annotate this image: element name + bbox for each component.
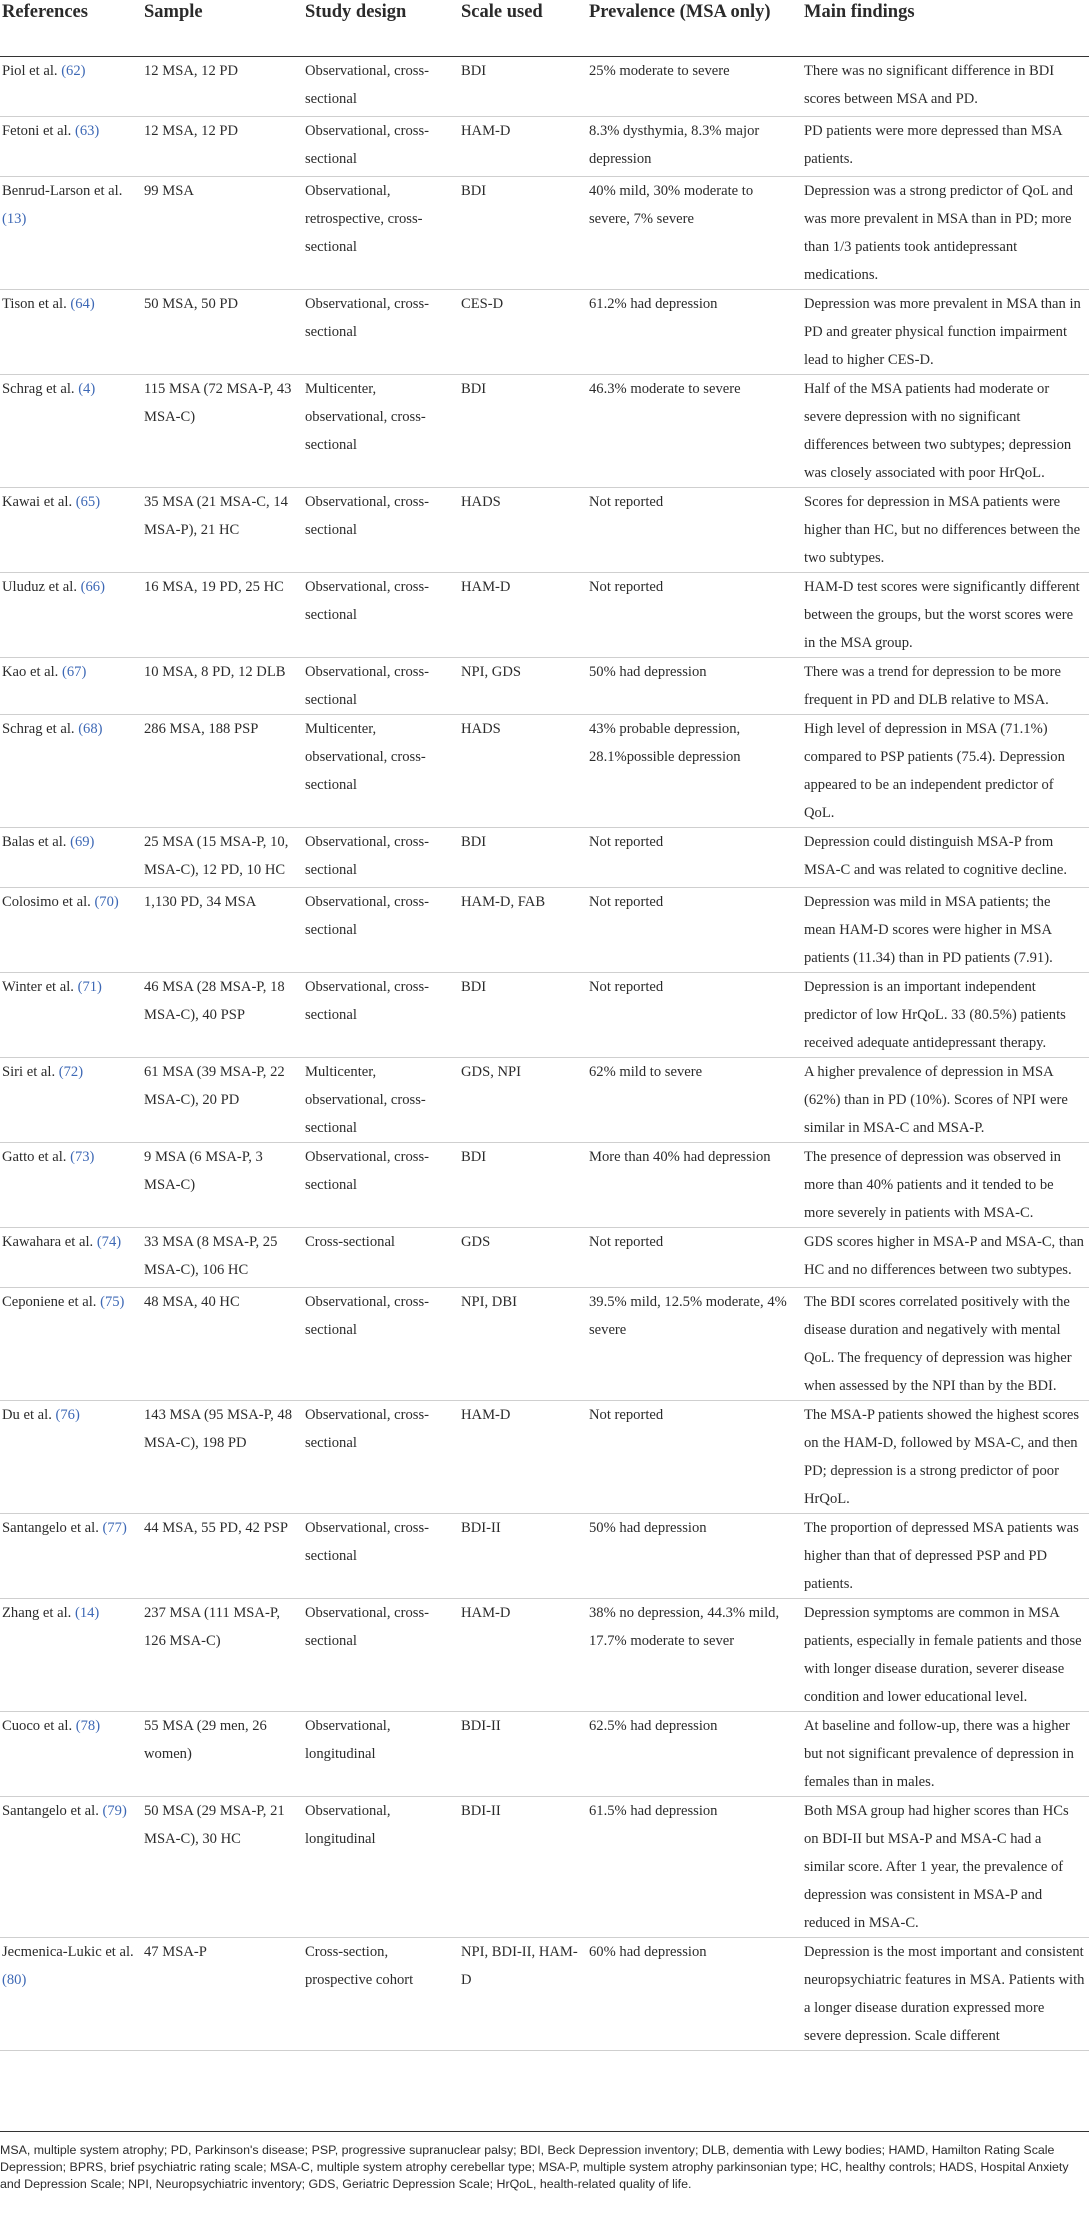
citation-link[interactable]: (62) — [61, 63, 86, 79]
table-row — [0, 1058, 1089, 1143]
cell-sample: 46 MSA (28 MSA-P, 18 MSA-C), 40 PSP — [138, 973, 299, 1058]
cell-reference — [0, 1712, 138, 1797]
cell-scale-used: HAM-D — [455, 117, 583, 177]
reference-authors: Piol et al. — [2, 63, 62, 79]
cell-study-design: Observational, cross-sectional — [299, 573, 455, 658]
header-references: References — [0, 0, 138, 57]
citation-link[interactable]: (67) — [61, 664, 87, 680]
cell-sample: 44 MSA, 55 PD, 42 PSP — [138, 1514, 299, 1599]
cell-prevalence: 40% mild, 30% moderate to severe, 7% severe — [583, 177, 798, 290]
header-sample: Sample — [138, 0, 299, 57]
cell-scale-used: BDI — [455, 1143, 583, 1228]
cell-scale-used: HAM-D — [455, 573, 583, 658]
cell-sample: 286 MSA, 188 PSP — [138, 715, 299, 828]
table-row — [0, 177, 1089, 290]
cell-reference — [0, 658, 138, 715]
cell-sample: 47 MSA-P — [138, 1938, 299, 2051]
cell-main-findings: The presence of depression was observed in more than 40% patients and it tended to be more severely in patients with MSA-C. — [798, 1143, 1089, 1228]
cell-scale-used: BDI — [455, 973, 583, 1058]
cell-sample: 25 MSA (15 MSA-P, 10, MSA-C), 12 PD, 10 HC — [138, 828, 299, 888]
table-row — [0, 828, 1089, 888]
cell-scale-used: BDI-II — [455, 1797, 583, 1938]
cell-reference — [0, 290, 138, 375]
cell-scale-used: BDI-II — [455, 1712, 583, 1797]
cell-main-findings: A higher prevalence of depression in MSA (62%) than in PD (10%). Scores of NPI were similar in MSA-C and MSA-P. — [798, 1058, 1089, 1143]
cell-scale-used: BDI — [455, 375, 583, 488]
cell-prevalence: 50% had depression — [583, 1514, 798, 1599]
reference-authors: Kao et al. — [2, 664, 62, 680]
cell-scale-used: CES-D — [455, 290, 583, 375]
cell-main-findings: PD patients were more depressed than MSA patients. — [798, 117, 1089, 177]
cell-sample: 50 MSA (29 MSA-P, 21 MSA-C), 30 HC — [138, 1797, 299, 1938]
cell-main-findings: GDS scores higher in MSA-P and MSA-C, than HC and no differences between two subtypes. — [798, 1228, 1089, 1288]
cell-prevalence: Not reported — [583, 1228, 798, 1288]
table-row — [0, 1401, 1089, 1514]
table-row — [0, 1514, 1089, 1599]
cell-prevalence: 62% mild to severe — [583, 1058, 798, 1143]
cell-scale-used: HAM-D — [455, 1401, 583, 1514]
citation-link[interactable]: (80) — [2, 1972, 27, 1988]
cell-prevalence: 61.2% had depression — [583, 290, 798, 375]
reference-authors: Kawahara et al. — [2, 1234, 97, 1250]
cell-prevalence: 60% had depression — [583, 1938, 798, 2051]
cell-prevalence: Not reported — [583, 573, 798, 658]
cell-sample: 12 MSA, 12 PD — [138, 117, 299, 177]
citation-link[interactable]: (4) — [78, 381, 96, 397]
cell-reference — [0, 1514, 138, 1599]
reference-authors: Colosimo et al. — [2, 894, 95, 910]
reference-authors: Tison et al. — [2, 296, 71, 312]
cell-study-design: Observational, cross-sectional — [299, 828, 455, 888]
reference-authors: Santangelo et al. — [2, 1803, 103, 1819]
cell-sample: 237 MSA (111 MSA-P, 126 MSA-C) — [138, 1599, 299, 1712]
table-row — [0, 658, 1089, 715]
cell-sample: 55 MSA (29 men, 26 women) — [138, 1712, 299, 1797]
reference-authors: Fetoni et al. — [2, 123, 75, 139]
cell-prevalence: 50% had depression — [583, 658, 798, 715]
cell-study-design: Observational, cross-sectional — [299, 488, 455, 573]
cell-main-findings: The MSA-P patients showed the highest scores on the HAM-D, followed by MSA-C, and then PD; depression is a strong predictor of poor HrQoL. — [798, 1401, 1089, 1514]
cell-study-design: Observational, cross-sectional — [299, 973, 455, 1058]
table-row — [0, 290, 1089, 375]
cell-reference — [0, 1143, 138, 1228]
citation-link[interactable]: (64) — [70, 296, 95, 312]
reference-authors: Du et al. — [2, 1407, 56, 1423]
cell-reference — [0, 888, 138, 973]
cell-reference — [0, 375, 138, 488]
table-row — [0, 888, 1089, 973]
cell-main-findings: High level of depression in MSA (71.1%) compared to PSP patients (75.4). Depression appeared to be an independent predictor of QoL. — [798, 715, 1089, 828]
cell-main-findings: Depression symptoms are common in MSA patients, especially in female patients and those with longer disease duration, severer disease condition and lower educational level. — [798, 1599, 1089, 1712]
citation-link[interactable]: (78) — [75, 1718, 101, 1734]
table-row — [0, 1712, 1089, 1797]
citation-link[interactable]: (70) — [94, 894, 119, 910]
cell-scale-used: BDI — [455, 57, 583, 117]
citation-link[interactable]: (69) — [70, 834, 95, 850]
cell-study-design: Observational, cross-sectional — [299, 1143, 455, 1228]
reference-authors: Gatto et al. — [2, 1149, 71, 1165]
cell-prevalence: More than 40% had depression — [583, 1143, 798, 1228]
citation-link[interactable]: (71) — [77, 979, 102, 995]
cell-main-findings: Half of the MSA patients had moderate or severe depression with no significant differences between two subtypes; depression was closely associated with poor HrQoL. — [798, 375, 1089, 488]
cell-scale-used: GDS — [455, 1228, 583, 1288]
table-row — [0, 1938, 1089, 2051]
citation-link[interactable]: (13) — [2, 211, 27, 227]
cell-reference — [0, 1599, 138, 1712]
cell-reference — [0, 1797, 138, 1938]
cell-study-design: Observational, cross-sectional — [299, 57, 455, 117]
cell-study-design: Observational, retrospective, cross-sectional — [299, 177, 455, 290]
cell-reference — [0, 1938, 138, 2051]
cell-sample: 12 MSA, 12 PD — [138, 57, 299, 117]
reference-authors: Schrag et al. — [2, 381, 79, 397]
cell-prevalence: 46.3% moderate to severe — [583, 375, 798, 488]
reference-authors: Ceponiene et al. — [2, 1294, 101, 1310]
table-row — [0, 573, 1089, 658]
cell-study-design: Cross-section, prospective cohort — [299, 1938, 455, 2051]
cell-scale-used: BDI-II — [455, 1514, 583, 1599]
cell-study-design: Observational, cross-sectional — [299, 658, 455, 715]
cell-main-findings: Depression was a strong predictor of QoL and was more prevalent in MSA than in PD; more than 1/3 patients took antidepressant medications. — [798, 177, 1089, 290]
cell-main-findings: There was no significant difference in BDI scores between MSA and PD. — [798, 57, 1089, 117]
cell-scale-used: GDS, NPI — [455, 1058, 583, 1143]
cell-sample: 99 MSA — [138, 177, 299, 290]
cell-prevalence: 62.5% had depression — [583, 1712, 798, 1797]
cell-scale-used: HAM-D — [455, 1599, 583, 1712]
table-row — [0, 117, 1089, 177]
cell-reference — [0, 1288, 138, 1401]
cell-main-findings: At baseline and follow-up, there was a higher but not significant prevalence of depression in females than in males. — [798, 1712, 1089, 1797]
cell-scale-used: HAM-D, FAB — [455, 888, 583, 973]
citation-link[interactable]: (72) — [58, 1064, 84, 1080]
reference-authors: Balas et al. — [2, 834, 71, 850]
cell-study-design: Observational, longitudinal — [299, 1797, 455, 1938]
cell-main-findings: Depression is an important independent predictor of low HrQoL. 33 (80.5%) patients received adequate antidepressant therapy. — [798, 973, 1089, 1058]
cell-prevalence: Not reported — [583, 828, 798, 888]
reference-authors: Siri et al. — [2, 1064, 59, 1080]
cell-sample: 50 MSA, 50 PD — [138, 290, 299, 375]
citation-link[interactable]: (14) — [74, 1605, 100, 1621]
cell-sample: 10 MSA, 8 PD, 12 DLB — [138, 658, 299, 715]
cell-reference — [0, 573, 138, 658]
cell-prevalence: Not reported — [583, 973, 798, 1058]
cell-main-findings: HAM-D test scores were significantly different between the groups, but the worst scores were in the MSA group. — [798, 573, 1089, 658]
cell-prevalence: 38% no depression, 44.3% mild, 17.7% moderate to sever — [583, 1599, 798, 1712]
cell-sample: 115 MSA (72 MSA-P, 43 MSA-C) — [138, 375, 299, 488]
cell-sample: 61 MSA (39 MSA-P, 22 MSA-C), 20 PD — [138, 1058, 299, 1143]
cell-main-findings: Depression could distinguish MSA-P from MSA-C and was related to cognitive decline. — [798, 828, 1089, 888]
citation-link[interactable]: (76) — [55, 1407, 80, 1423]
cell-scale-used: NPI, GDS — [455, 658, 583, 715]
citation-link[interactable]: (68) — [78, 721, 103, 737]
cell-sample: 9 MSA (6 MSA-P, 3 MSA-C) — [138, 1143, 299, 1228]
cell-sample: 16 MSA, 19 PD, 25 HC — [138, 573, 299, 658]
cell-reference — [0, 1228, 138, 1288]
reference-authors: Cuoco et al. — [2, 1718, 76, 1734]
cell-reference — [0, 973, 138, 1058]
cell-main-findings: The proportion of depressed MSA patients was higher than that of depressed PSP and PD patients. — [798, 1514, 1089, 1599]
cell-sample: 1,130 PD, 34 MSA — [138, 888, 299, 973]
cell-scale-used: HADS — [455, 488, 583, 573]
cell-prevalence: Not reported — [583, 488, 798, 573]
cell-reference — [0, 57, 138, 117]
cell-sample: 35 MSA (21 MSA-C, 14 MSA-P), 21 HC — [138, 488, 299, 573]
table-row — [0, 1288, 1089, 1401]
cell-reference — [0, 715, 138, 828]
cell-scale-used: NPI, BDI-II, HAM-D — [455, 1938, 583, 2051]
citation-link[interactable]: (75) — [100, 1294, 125, 1310]
table-row — [0, 57, 1089, 117]
cell-sample: 48 MSA, 40 HC — [138, 1288, 299, 1401]
cell-sample: 143 MSA (95 MSA-P, 48 MSA-C), 198 PD — [138, 1401, 299, 1514]
table-row — [0, 488, 1089, 573]
cell-prevalence: Not reported — [583, 1401, 798, 1514]
cell-main-findings: The BDI scores correlated positively with the disease duration and negatively with mental QoL. The frequency of depression was higher when assessed by the NPI than by the BDI. — [798, 1288, 1089, 1401]
cell-main-findings: There was a trend for depression to be more frequent in PD and DLB relative to MSA. — [798, 658, 1089, 715]
cell-study-design: Observational, cross-sectional — [299, 888, 455, 973]
cell-prevalence: Not reported — [583, 888, 798, 973]
cell-study-design: Observational, cross-sectional — [299, 1401, 455, 1514]
cell-reference — [0, 828, 138, 888]
cell-reference — [0, 1401, 138, 1514]
reference-authors: Jecmenica-Lukic et al. — [2, 1944, 134, 1960]
cell-reference — [0, 117, 138, 177]
reference-authors: Kawai et al. — [2, 494, 76, 510]
cell-scale-used: BDI — [455, 177, 583, 290]
table-row — [0, 973, 1089, 1058]
table-header-row — [0, 0, 1089, 57]
header-main-findings: Main findings — [798, 0, 1089, 57]
cell-study-design: Observational, cross-sectional — [299, 290, 455, 375]
reference-authors: Schrag et al. — [2, 721, 79, 737]
citation-link[interactable]: (63) — [74, 123, 100, 139]
cell-prevalence: 61.5% had depression — [583, 1797, 798, 1938]
cell-prevalence: 25% moderate to severe — [583, 57, 798, 117]
reference-authors: Uluduz et al. — [2, 579, 81, 595]
table-row — [0, 1599, 1089, 1712]
cell-scale-used: NPI, DBI — [455, 1288, 583, 1401]
cell-main-findings: Depression was mild in MSA patients; the mean HAM-D scores were higher in MSA patients (11.34) than in PD patients (7.91). — [798, 888, 1089, 973]
table-row — [0, 1797, 1089, 1938]
reference-authors: Santangelo et al. — [2, 1520, 103, 1536]
reference-authors: Zhang et al. — [2, 1605, 75, 1621]
cell-main-findings: Depression is the most important and consistent neuropsychiatric features in MSA. Patients with a longer disease duration expressed more severe depression. Scale different — [798, 1938, 1089, 2051]
citation-link[interactable]: (73) — [70, 1149, 95, 1165]
table-row — [0, 715, 1089, 828]
table-row — [0, 375, 1089, 488]
citation-link[interactable]: (74) — [96, 1234, 122, 1250]
citation-link[interactable]: (65) — [75, 494, 101, 510]
cell-main-findings: Depression was more prevalent in MSA than in PD and greater physical function impairment lead to higher CES-D. — [798, 290, 1089, 375]
cell-sample: 33 MSA (8 MSA-P, 25 MSA-C), 106 HC — [138, 1228, 299, 1288]
header-scale-used: Scale used — [455, 0, 583, 57]
cell-reference — [0, 1058, 138, 1143]
cell-main-findings: Scores for depression in MSA patients were higher than HC, but no differences between the two subtypes. — [798, 488, 1089, 573]
cell-prevalence: 43% probable depression, 28.1%possible depression — [583, 715, 798, 828]
cell-study-design: Multicenter, observational, cross-sectional — [299, 715, 455, 828]
cell-study-design: Observational, cross-sectional — [299, 1288, 455, 1401]
cell-reference — [0, 177, 138, 290]
cell-study-design: Multicenter, observational, cross-sectional — [299, 1058, 455, 1143]
cell-main-findings: Both MSA group had higher scores than HCs on BDI-II but MSA-P and MSA-C had a similar score. After 1 year, the prevalence of depression was consistent in MSA-P and reduced in MSA-C. — [798, 1797, 1089, 1938]
cell-study-design: Observational, longitudinal — [299, 1712, 455, 1797]
cell-prevalence: 8.3% dysthymia, 8.3% major depression — [583, 117, 798, 177]
header-study-design: Study design — [299, 0, 455, 57]
cell-study-design: Observational, cross-sectional — [299, 1514, 455, 1599]
cell-scale-used: BDI — [455, 828, 583, 888]
cell-study-design: Observational, cross-sectional — [299, 1599, 455, 1712]
header-prevalence: Prevalence (MSA only) — [583, 0, 798, 57]
citation-link[interactable]: (79) — [102, 1803, 127, 1819]
table-row — [0, 1143, 1089, 1228]
reference-authors: Winter et al. — [2, 979, 78, 995]
cell-scale-used: HADS — [455, 715, 583, 828]
citation-link[interactable]: (77) — [102, 1520, 127, 1536]
cell-study-design: Observational, cross-sectional — [299, 117, 455, 177]
cell-prevalence: 39.5% mild, 12.5% moderate, 4% severe — [583, 1288, 798, 1401]
cell-study-design: Cross-sectional — [299, 1228, 455, 1288]
reference-authors: Benrud-Larson et al. — [2, 183, 123, 199]
table-footnote: MSA, multiple system atrophy; PD, Parkinson's disease; PSP, progressive supranuclear palsy; BDI, Beck Depression inventory; DLB, dementia with Lewy bodies; HAMD, Hamilton Rating Scale Depression; BPRS, brief psychiatric rating scale; MSA-C, multiple system atrophy cerebellar type; MSA-P, multiple system atrophy parkinsonian type; HC, healthy controls; HADS, Hospital Anxiety and Depression Scale; NPI, Neuropsychiatric inventory; GDS, Geriatric Depression Scale; HrQoL, health-related quality of life. — [0, 2131, 1089, 2193]
table-row — [0, 1228, 1089, 1288]
citation-link[interactable]: (66) — [80, 579, 105, 595]
cell-study-design: Multicenter, observational, cross-sectional — [299, 375, 455, 488]
cell-reference — [0, 488, 138, 573]
